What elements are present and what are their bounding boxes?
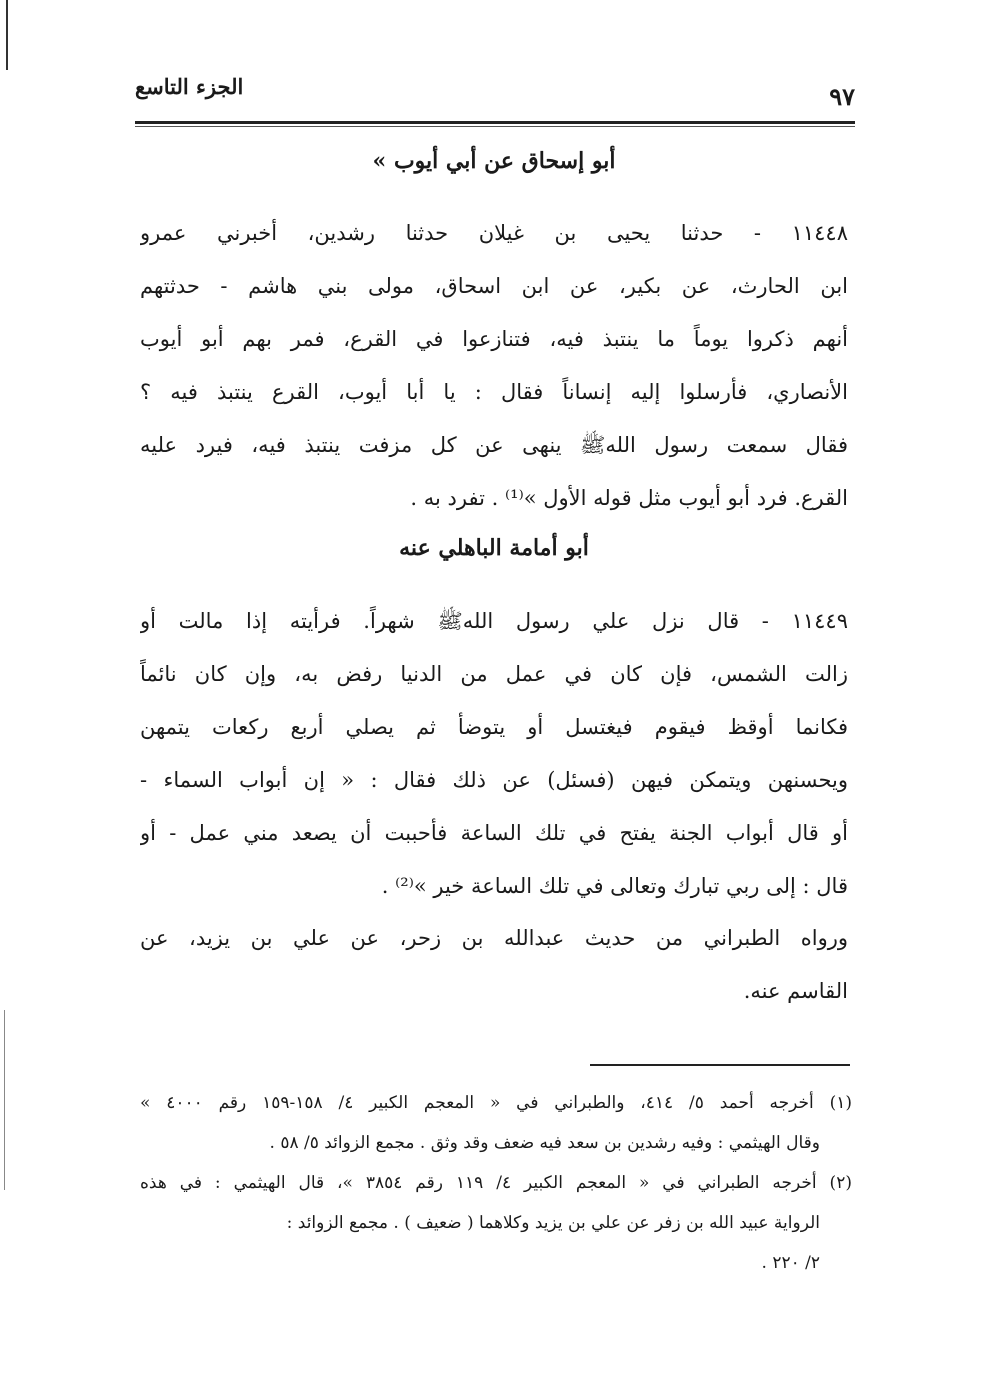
text-line: زالت الشمس، فإن كان في عمل من الدنيا رفض به، وإن كان نائماً [140,662,848,686]
scan-edge [4,1010,5,1190]
scan-edge [6,0,8,70]
text-line: الأنصاري، فأرسلوا إليه إنساناً فقال : يا أبا أيوب، القرع ينتبذ فيه ؟ [140,380,848,404]
footnotes [140,1083,852,1283]
paragraph-hadith-11448 [140,207,848,525]
text-line: فكانما أوقظ فيقوم فيغتسل أو يتوضأ ثم يصلي أربع ركعات يتمهن [140,715,848,739]
text-line: قال : إلى ربي تبارك وتعالى في تلك الساعة خير »⁽²⁾ . [381,874,848,898]
section-heading: أبو إسحاق عن أبي أيوب » [372,148,616,174]
text-line: أو قال أبواب الجنة يفتح في تلك الساعة فأحببت أن يصعد مني عمل - أو [140,821,848,845]
text-line: ابن الحارث، عن بكير، عن ابن اسحاق، مولى بني هاشم - حدثتهم [140,274,848,298]
header-rule [135,121,855,124]
text-line: ويحسنهن ويتمكن فيهن (فسئل) عن ذلك فقال : « إن أبواب السماء - [140,768,848,792]
text-line: ١١٤٤٩ - قال نزل علي رسول اللهﷺ شهراً. فرأيته إذا مالت أو [140,609,848,633]
footnote-line: (٢) أخرجه الطبراني في « المعجم الكبير ٤/ ١١٩ رقم ٣٨٥٤ »، قال الهيثمي : في هذه [140,1173,852,1193]
text-line: فقال سمعت رسول اللهﷺ ينهى عن كل مزفت ينتبذ فيه، فيرد عليه [140,433,848,457]
text-line: القاسم عنه. [743,979,848,1003]
footnote-rule [590,1064,850,1066]
text-line: ورواه الطبراني من حديث عبدالله بن زحر، عن علي بن يزيد، عن [140,926,848,950]
text-line: القرع. فرد أبو أيوب مثل قوله الأول »⁽¹⁾ . تفرد به . [410,486,848,510]
header-rule [135,126,855,127]
text-line: ١١٤٤٨ - حدثنا يحيى بن غيلان حدثنا رشدين، أخبرني عمرو [140,221,848,245]
running-title: الجزء التاسع [135,74,244,99]
page-number: ٩٧ [829,82,855,111]
footnote-line: الرواية عبيد الله بن زفر عن علي بن يزيد وكلاهما ( ضعيف ) . مجمع الزوائد : [286,1213,820,1233]
page-header [135,62,855,122]
text-line: أنهم ذكروا يوماً ما ينتبذ فيه، فتنازعوا في القرع، فمر بهم أبو أيوب [140,327,848,351]
footnote-line: (١) أخرجه أحمد ٥/ ٤١٤، والطبراني في « المعجم الكبير ٤/ ١٥٨-١٥٩ رقم ٤٠٠٠ » [140,1093,852,1113]
section-heading: أبو أمامة الباهلي عنه [399,535,589,561]
footnote-line: وقال الهيثمي : وفيه رشدين بن سعد فيه ضعف وقد وثق . مجمع الزوائد ٥/ ٥٨ . [269,1133,820,1153]
paragraph-narration [140,912,848,1018]
paragraph-hadith-11449 [140,595,848,913]
footnote-line: ٢/ ٢٢٠ . [761,1253,820,1273]
